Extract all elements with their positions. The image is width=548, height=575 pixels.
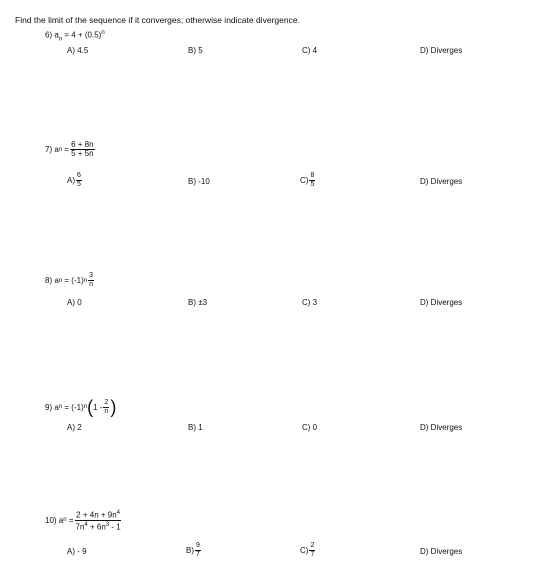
expression: = 4 + (0.5) <box>64 30 102 40</box>
choice-a[interactable]: A) 0 <box>67 298 82 307</box>
choice-d[interactable]: D) Diverges <box>420 547 463 556</box>
question-number: 6) <box>45 30 53 40</box>
question-number: 9) <box>45 402 53 412</box>
choice-c[interactable]: C) 4 <box>302 46 318 55</box>
choice-c[interactable]: C) $\frac{8}{5}$ <box>300 172 315 188</box>
question-number: 7) <box>45 145 53 154</box>
choice-d[interactable]: D) Diverges <box>420 177 463 186</box>
choice-b[interactable]: B) 5 <box>188 46 203 55</box>
choice-c[interactable]: C) 0 <box>302 423 318 432</box>
fraction: $\frac{2 + 4n + 9n^4}{7n^4 + 6n^3 - 1}$ <box>75 510 121 532</box>
choice-d[interactable]: D) Diverges <box>420 298 463 307</box>
sequence-term: a <box>54 402 59 412</box>
sequence-term: a <box>54 30 59 40</box>
sequence-term: a <box>58 515 64 525</box>
fraction: $\frac{6 + 8n}{5 + 5n}$ <box>71 140 94 158</box>
sequence-term: a <box>54 276 59 285</box>
question-9-stem: 9) a n = (-1) n ( 1 - $\frac{2}{n}$ ) <box>45 397 117 417</box>
sequence-term: a <box>54 145 59 154</box>
choice-c[interactable]: C) $\frac{2}{7}$ <box>300 542 315 558</box>
left-paren: ( <box>87 397 94 417</box>
choice-b[interactable]: B) -10 <box>188 177 210 186</box>
question-7-stem: 7) a n = $\frac{6 + 8n}{5 + 5n}$ <box>45 140 94 158</box>
question-6-stem: 6) $a_n = 4 + (0.5)^n$ <box>45 30 105 43</box>
choice-b[interactable]: B) 1 <box>188 423 203 432</box>
choice-b[interactable]: B) ±3 <box>188 298 208 307</box>
choice-a[interactable]: A) 2 <box>67 423 82 432</box>
question-number: 8) <box>45 276 53 285</box>
choice-d[interactable]: D) Diverges <box>420 423 463 432</box>
choice-b[interactable]: B) $\frac{9}{7}$ <box>186 542 200 558</box>
fraction: $\frac{3}{n}$ <box>89 272 93 288</box>
choice-d[interactable]: D) Diverges <box>420 46 463 55</box>
question-10-stem: 10) a n = $\frac{2 + 4n + 9n^4}{7n^4 + 6n^3 - 1}$ <box>45 510 121 532</box>
question-number: 10) <box>45 515 57 525</box>
choice-a[interactable]: A) - 9 <box>67 547 87 556</box>
right-paren: ) <box>110 397 117 417</box>
choice-a[interactable]: A) $\frac{6}{5}$ <box>67 172 81 188</box>
question-8-stem: 8) a n = (-1) n $\frac{3}{n}$ <box>45 272 93 288</box>
choice-c[interactable]: C) 3 <box>302 298 318 307</box>
instructions: Find the limit of the sequence if it converges; otherwise indicate divergence. <box>15 15 300 25</box>
fraction: $\frac{2}{n}$ <box>104 398 109 415</box>
choice-a[interactable]: A) 4.5 <box>67 46 89 55</box>
